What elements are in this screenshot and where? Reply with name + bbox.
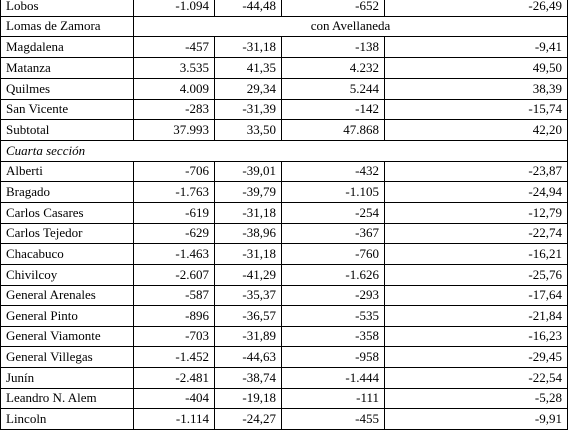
merged-note: con Avellaneda bbox=[134, 16, 568, 36]
table-row bbox=[0, 409, 568, 430]
value-col-4: -9,91 bbox=[385, 409, 568, 429]
table-row bbox=[0, 203, 568, 224]
table-row bbox=[0, 182, 568, 203]
table-row bbox=[0, 58, 568, 79]
value-col-3: -535 bbox=[282, 306, 385, 326]
value-col-1: -587 bbox=[134, 285, 215, 305]
value-col-3: -1.626 bbox=[282, 265, 385, 285]
district-name: Chacabuco bbox=[0, 244, 134, 264]
table-row bbox=[0, 79, 568, 100]
value-col-4: -16,23 bbox=[385, 326, 568, 346]
value-col-1: -2.607 bbox=[134, 265, 215, 285]
value-col-4: 42,20 bbox=[385, 120, 568, 140]
value-col-3: -111 bbox=[282, 388, 385, 408]
district-name: Carlos Tejedor bbox=[0, 223, 134, 243]
table-row bbox=[0, 161, 568, 182]
table-row bbox=[0, 0, 568, 17]
district-name: Quilmes bbox=[0, 79, 134, 99]
value-col-4: -22,74 bbox=[385, 223, 568, 243]
value-col-4: -25,76 bbox=[385, 265, 568, 285]
value-col-2: -31,18 bbox=[215, 244, 282, 264]
value-col-2: -39,01 bbox=[215, 161, 282, 181]
value-col-2: -24,27 bbox=[215, 409, 282, 429]
value-col-4: -21,84 bbox=[385, 306, 568, 326]
value-col-4: 38,39 bbox=[385, 79, 568, 99]
section-header-row bbox=[0, 141, 568, 162]
value-col-4: -22,54 bbox=[385, 368, 568, 388]
table-row bbox=[0, 326, 568, 347]
value-col-4: -9,41 bbox=[385, 37, 568, 57]
value-col-2: -35,37 bbox=[215, 285, 282, 305]
value-col-1: -703 bbox=[134, 326, 215, 346]
table-row bbox=[0, 16, 568, 37]
value-col-1: 4.009 bbox=[134, 79, 215, 99]
value-col-3: -358 bbox=[282, 326, 385, 346]
value-col-3: 5.244 bbox=[282, 79, 385, 99]
district-name: San Vicente bbox=[0, 99, 134, 119]
value-col-4: -24,94 bbox=[385, 182, 568, 202]
table-row bbox=[0, 285, 568, 306]
table-row bbox=[0, 244, 568, 265]
value-col-2: 33,50 bbox=[215, 120, 282, 140]
district-name: Lincoln bbox=[0, 409, 134, 429]
value-col-1: -457 bbox=[134, 37, 215, 57]
value-col-3: -760 bbox=[282, 244, 385, 264]
value-col-2: -44,63 bbox=[215, 347, 282, 367]
district-name: Lomas de Zamora bbox=[0, 16, 134, 36]
value-col-2: -38,74 bbox=[215, 368, 282, 388]
value-col-1: -706 bbox=[134, 161, 215, 181]
subtotal-row bbox=[0, 120, 568, 141]
value-col-1: -619 bbox=[134, 203, 215, 223]
value-col-2: -41,29 bbox=[215, 265, 282, 285]
district-name: General Arenales bbox=[0, 285, 134, 305]
value-col-3: -455 bbox=[282, 409, 385, 429]
value-col-1: -1.114 bbox=[134, 409, 215, 429]
value-col-2: -38,96 bbox=[215, 223, 282, 243]
value-col-2: -44,48 bbox=[215, 0, 282, 16]
table-row bbox=[0, 306, 568, 327]
value-col-3: -142 bbox=[282, 99, 385, 119]
district-name: Matanza bbox=[0, 58, 134, 78]
value-col-1: -1.763 bbox=[134, 182, 215, 202]
value-col-3: 47.868 bbox=[282, 120, 385, 140]
district-name: Lobos bbox=[0, 0, 134, 16]
value-col-2: -31,39 bbox=[215, 99, 282, 119]
value-col-2: -36,57 bbox=[215, 306, 282, 326]
value-col-3: -138 bbox=[282, 37, 385, 57]
district-name: Junín bbox=[0, 368, 134, 388]
value-col-2: -39,79 bbox=[215, 182, 282, 202]
district-name: Chivilcoy bbox=[0, 265, 134, 285]
value-col-1: -283 bbox=[134, 99, 215, 119]
value-col-1: -1.463 bbox=[134, 244, 215, 264]
value-col-1: -404 bbox=[134, 388, 215, 408]
value-col-3: -367 bbox=[282, 223, 385, 243]
value-col-2: -19,18 bbox=[215, 388, 282, 408]
value-col-4: -16,21 bbox=[385, 244, 568, 264]
table-row bbox=[0, 265, 568, 286]
table-row bbox=[0, 388, 568, 409]
value-col-1: -896 bbox=[134, 306, 215, 326]
district-name: Alberti bbox=[0, 161, 134, 181]
district-name: General Viamonte bbox=[0, 326, 134, 346]
district-name: General Villegas bbox=[0, 347, 134, 367]
value-col-2: 29,34 bbox=[215, 79, 282, 99]
value-col-3: -293 bbox=[282, 285, 385, 305]
value-col-3: -958 bbox=[282, 347, 385, 367]
value-col-1: -1.452 bbox=[134, 347, 215, 367]
value-col-1: -2.481 bbox=[134, 368, 215, 388]
value-col-3: -1.105 bbox=[282, 182, 385, 202]
value-col-3: -652 bbox=[282, 0, 385, 16]
value-col-1: 3.535 bbox=[134, 58, 215, 78]
value-col-1: -629 bbox=[134, 223, 215, 243]
value-col-1: -1.094 bbox=[134, 0, 215, 16]
value-col-4: -26,49 bbox=[385, 0, 568, 16]
district-name: Carlos Casares bbox=[0, 203, 134, 223]
table-row bbox=[0, 347, 568, 368]
district-name: Magdalena bbox=[0, 37, 134, 57]
value-col-1: 37.993 bbox=[134, 120, 215, 140]
value-col-4: -29,45 bbox=[385, 347, 568, 367]
section-title: Cuarta sección bbox=[0, 141, 568, 161]
value-col-4: -12,79 bbox=[385, 203, 568, 223]
value-col-3: -432 bbox=[282, 161, 385, 181]
value-col-3: -1.444 bbox=[282, 368, 385, 388]
value-col-2: -31,89 bbox=[215, 326, 282, 346]
district-name: General Pinto bbox=[0, 306, 134, 326]
table-row bbox=[0, 223, 568, 244]
value-col-4: -23,87 bbox=[385, 161, 568, 181]
district-name: Bragado bbox=[0, 182, 134, 202]
value-col-3: -254 bbox=[282, 203, 385, 223]
value-col-3: 4.232 bbox=[282, 58, 385, 78]
value-col-4: -17,64 bbox=[385, 285, 568, 305]
value-col-2: -31,18 bbox=[215, 37, 282, 57]
value-col-4: -15,74 bbox=[385, 99, 568, 119]
value-col-2: 41,35 bbox=[215, 58, 282, 78]
table-row bbox=[0, 37, 568, 58]
table-row bbox=[0, 99, 568, 120]
value-col-4: -5,28 bbox=[385, 388, 568, 408]
value-col-2: -31,18 bbox=[215, 203, 282, 223]
value-col-4: 49,50 bbox=[385, 58, 568, 78]
district-name: Leandro N. Alem bbox=[0, 388, 134, 408]
table-row bbox=[0, 368, 568, 389]
district-name: Subtotal bbox=[0, 120, 134, 140]
